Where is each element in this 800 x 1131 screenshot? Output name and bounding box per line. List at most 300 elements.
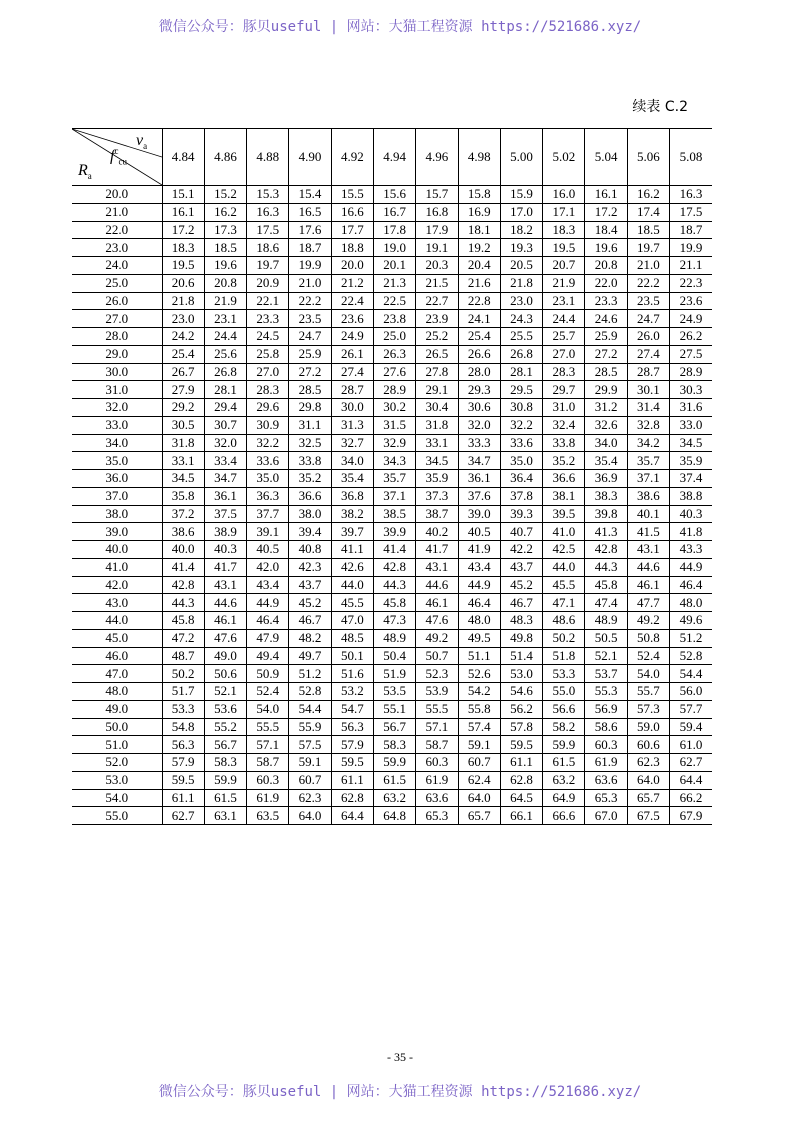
table-cell: 35.4 xyxy=(585,452,627,470)
table-cell: 51.7 xyxy=(162,683,204,701)
row-header-ra: 24.0 xyxy=(72,257,162,275)
table-cell: 56.0 xyxy=(670,683,712,701)
table-cell: 40.1 xyxy=(627,505,669,523)
table-cell: 47.1 xyxy=(543,594,585,612)
table-cell: 41.7 xyxy=(204,558,246,576)
table-cell: 28.7 xyxy=(627,363,669,381)
table-row xyxy=(72,771,712,789)
table-cell: 28.5 xyxy=(289,381,331,399)
table-cell: 55.5 xyxy=(416,700,458,718)
table-cell: 17.5 xyxy=(247,221,289,239)
table-cell: 44.9 xyxy=(458,576,500,594)
table-cell: 21.0 xyxy=(289,274,331,292)
table-cell: 28.7 xyxy=(331,381,373,399)
table-cell: 19.0 xyxy=(373,239,415,257)
table-cell: 56.3 xyxy=(162,736,204,754)
table-cell: 30.0 xyxy=(331,399,373,417)
table-cell: 20.8 xyxy=(585,257,627,275)
table-cell: 20.0 xyxy=(331,257,373,275)
table-cell: 29.6 xyxy=(247,399,289,417)
table-cell: 40.3 xyxy=(670,505,712,523)
table-cell: 30.8 xyxy=(500,399,542,417)
table-cell: 33.4 xyxy=(204,452,246,470)
row-header-ra: 55.0 xyxy=(72,807,162,825)
row-header-ra: 42.0 xyxy=(72,576,162,594)
table-cell: 46.4 xyxy=(670,576,712,594)
table-cell: 23.9 xyxy=(416,310,458,328)
table-cell: 15.7 xyxy=(416,186,458,204)
column-header: 5.04 xyxy=(585,129,627,186)
table-row xyxy=(72,629,712,647)
table-row xyxy=(72,487,712,505)
table-cell: 48.0 xyxy=(670,594,712,612)
table-cell: 51.6 xyxy=(331,665,373,683)
table-cell: 51.1 xyxy=(458,647,500,665)
table-cell: 59.1 xyxy=(458,736,500,754)
table-cell: 18.3 xyxy=(543,221,585,239)
table-row xyxy=(72,665,712,683)
row-header-ra: 49.0 xyxy=(72,700,162,718)
table-cell: 17.3 xyxy=(204,221,246,239)
table-cell: 22.5 xyxy=(373,292,415,310)
table-cell: 33.1 xyxy=(416,434,458,452)
table-cell: 19.3 xyxy=(500,239,542,257)
column-header: 4.94 xyxy=(373,129,415,186)
table-cell: 60.3 xyxy=(585,736,627,754)
table-cell: 65.3 xyxy=(416,807,458,825)
table-cell: 18.3 xyxy=(162,239,204,257)
row-header-ra: 52.0 xyxy=(72,754,162,772)
table-cell: 37.5 xyxy=(204,505,246,523)
table-cell: 25.7 xyxy=(543,328,585,346)
table-cell: 17.0 xyxy=(500,203,542,221)
table-cell: 41.9 xyxy=(458,541,500,559)
table-cell: 17.5 xyxy=(670,203,712,221)
table-cell: 18.8 xyxy=(331,239,373,257)
table-cell: 47.3 xyxy=(373,612,415,630)
column-header: 4.86 xyxy=(204,129,246,186)
table-cell: 31.8 xyxy=(162,434,204,452)
table-cell: 59.9 xyxy=(204,771,246,789)
table-cell: 21.6 xyxy=(458,274,500,292)
table-cell: 32.0 xyxy=(204,434,246,452)
table-cell: 22.2 xyxy=(627,274,669,292)
table-cell: 15.5 xyxy=(331,186,373,204)
table-cell: 39.7 xyxy=(331,523,373,541)
table-cell: 31.3 xyxy=(331,416,373,434)
table-cell: 33.0 xyxy=(670,416,712,434)
table-row xyxy=(72,789,712,807)
table-cell: 39.1 xyxy=(247,523,289,541)
table-cell: 61.5 xyxy=(204,789,246,807)
table-cell: 49.7 xyxy=(289,647,331,665)
table-cell: 24.6 xyxy=(585,310,627,328)
table-cell: 17.8 xyxy=(373,221,415,239)
table-row xyxy=(72,416,712,434)
table-cell: 24.7 xyxy=(289,328,331,346)
table-cell: 23.8 xyxy=(373,310,415,328)
table-cell: 44.0 xyxy=(543,558,585,576)
table-cell: 35.2 xyxy=(289,470,331,488)
table-cell: 48.6 xyxy=(543,612,585,630)
table-row xyxy=(72,310,712,328)
table-cell: 25.4 xyxy=(458,328,500,346)
table-cell: 43.4 xyxy=(247,576,289,594)
table-cell: 47.6 xyxy=(416,612,458,630)
table-cell: 36.4 xyxy=(500,470,542,488)
table-cell: 49.0 xyxy=(204,647,246,665)
table-cell: 16.9 xyxy=(458,203,500,221)
table-cell: 19.7 xyxy=(627,239,669,257)
table-cell: 29.8 xyxy=(289,399,331,417)
table-cell: 25.9 xyxy=(585,328,627,346)
table-cell: 34.7 xyxy=(458,452,500,470)
table-cell: 46.1 xyxy=(416,594,458,612)
table-cell: 38.2 xyxy=(331,505,373,523)
table-cell: 16.0 xyxy=(543,186,585,204)
table-cell: 61.9 xyxy=(247,789,289,807)
table-cell: 18.5 xyxy=(627,221,669,239)
table-row xyxy=(72,505,712,523)
table-cell: 66.1 xyxy=(500,807,542,825)
table-cell: 37.7 xyxy=(247,505,289,523)
table-cell: 32.7 xyxy=(331,434,373,452)
table-cell: 26.6 xyxy=(458,345,500,363)
table-cell: 24.7 xyxy=(627,310,669,328)
table-cell: 21.2 xyxy=(331,274,373,292)
column-header: 4.88 xyxy=(247,129,289,186)
table-cell: 57.9 xyxy=(162,754,204,772)
table-cell: 15.3 xyxy=(247,186,289,204)
table-cell: 25.2 xyxy=(416,328,458,346)
table-cell: 18.2 xyxy=(500,221,542,239)
column-header: 4.92 xyxy=(331,129,373,186)
table-cell: 42.3 xyxy=(289,558,331,576)
row-header-ra: 32.0 xyxy=(72,399,162,417)
table-cell: 48.0 xyxy=(458,612,500,630)
table-cell: 61.5 xyxy=(373,771,415,789)
column-header: 4.90 xyxy=(289,129,331,186)
table-cell: 17.1 xyxy=(543,203,585,221)
table-cell: 31.6 xyxy=(670,399,712,417)
table-cell: 39.5 xyxy=(543,505,585,523)
row-header-ra: 50.0 xyxy=(72,718,162,736)
table-row xyxy=(72,203,712,221)
table-cell: 51.8 xyxy=(543,647,585,665)
table-cell: 21.9 xyxy=(204,292,246,310)
table-cell: 64.0 xyxy=(627,771,669,789)
table-cell: 59.4 xyxy=(670,718,712,736)
table-cell: 15.6 xyxy=(373,186,415,204)
table-cell: 16.1 xyxy=(585,186,627,204)
table-cell: 19.6 xyxy=(585,239,627,257)
table-row xyxy=(72,683,712,701)
table-cell: 56.7 xyxy=(204,736,246,754)
table-cell: 19.6 xyxy=(204,257,246,275)
table-row xyxy=(72,221,712,239)
table-cell: 55.7 xyxy=(627,683,669,701)
table-cell: 56.3 xyxy=(331,718,373,736)
table-cell: 24.4 xyxy=(204,328,246,346)
table-cell: 16.6 xyxy=(331,203,373,221)
table-cell: 60.3 xyxy=(416,754,458,772)
table-cell: 38.0 xyxy=(289,505,331,523)
table-cell: 40.5 xyxy=(247,541,289,559)
table-cell: 60.7 xyxy=(458,754,500,772)
table-cell: 58.6 xyxy=(585,718,627,736)
table-cell: 41.5 xyxy=(627,523,669,541)
table-cell: 48.7 xyxy=(162,647,204,665)
table-cell: 63.5 xyxy=(247,807,289,825)
table-cell: 58.3 xyxy=(204,754,246,772)
table-cell: 27.0 xyxy=(247,363,289,381)
table-cell: 65.3 xyxy=(585,789,627,807)
table-cell: 36.6 xyxy=(543,470,585,488)
table-cell: 34.5 xyxy=(162,470,204,488)
table-cell: 23.0 xyxy=(162,310,204,328)
table-cell: 39.9 xyxy=(373,523,415,541)
row-header-ra: 27.0 xyxy=(72,310,162,328)
table-cell: 41.8 xyxy=(670,523,712,541)
row-header-ra: 39.0 xyxy=(72,523,162,541)
table-cell: 30.5 xyxy=(162,416,204,434)
table-cell: 47.4 xyxy=(585,594,627,612)
table-cell: 49.6 xyxy=(670,612,712,630)
row-header-ra: 25.0 xyxy=(72,274,162,292)
table-cell: 35.2 xyxy=(543,452,585,470)
table-cell: 35.9 xyxy=(670,452,712,470)
column-header: 5.08 xyxy=(670,129,712,186)
table-cell: 24.4 xyxy=(543,310,585,328)
table-cell: 39.3 xyxy=(500,505,542,523)
table-row xyxy=(72,452,712,470)
row-header-ra: 20.0 xyxy=(72,186,162,204)
table-cell: 37.1 xyxy=(373,487,415,505)
table-cell: 16.5 xyxy=(289,203,331,221)
table-cell: 21.5 xyxy=(416,274,458,292)
table-cell: 29.4 xyxy=(204,399,246,417)
table-cell: 20.8 xyxy=(204,274,246,292)
table-cell: 32.2 xyxy=(500,416,542,434)
table-cell: 44.3 xyxy=(373,576,415,594)
table-row xyxy=(72,434,712,452)
table-cell: 56.9 xyxy=(585,700,627,718)
table-cell: 19.9 xyxy=(289,257,331,275)
table-cell: 59.9 xyxy=(543,736,585,754)
table-cell: 61.1 xyxy=(162,789,204,807)
table-cell: 27.8 xyxy=(416,363,458,381)
table-cell: 33.6 xyxy=(247,452,289,470)
table-cell: 28.9 xyxy=(670,363,712,381)
table-cell: 44.3 xyxy=(585,558,627,576)
table-cell: 44.9 xyxy=(247,594,289,612)
table-cell: 45.2 xyxy=(289,594,331,612)
table-cell: 43.3 xyxy=(670,541,712,559)
table-cell: 61.5 xyxy=(543,754,585,772)
row-header-ra: 37.0 xyxy=(72,487,162,505)
table-cell: 24.1 xyxy=(458,310,500,328)
table-cell: 32.0 xyxy=(458,416,500,434)
table-cell: 26.0 xyxy=(627,328,669,346)
table-cell: 45.8 xyxy=(585,576,627,594)
table-cell: 49.8 xyxy=(500,629,542,647)
col-axis-label: $v_a$ xyxy=(136,132,148,152)
table-cell: 24.9 xyxy=(670,310,712,328)
table-cell: 17.9 xyxy=(416,221,458,239)
table-cell: 23.5 xyxy=(627,292,669,310)
row-header-ra: 43.0 xyxy=(72,594,162,612)
row-axis-label: $R_a$ xyxy=(78,162,92,182)
table-cell: 55.0 xyxy=(543,683,585,701)
table-row xyxy=(72,381,712,399)
table-cell: 52.1 xyxy=(585,647,627,665)
table-cell: 49.5 xyxy=(458,629,500,647)
table-cell: 55.8 xyxy=(458,700,500,718)
table-cell: 28.9 xyxy=(373,381,415,399)
table-cell: 54.4 xyxy=(289,700,331,718)
table-row xyxy=(72,186,712,204)
table-cell: 51.2 xyxy=(289,665,331,683)
table-row xyxy=(72,558,712,576)
table-cell: 32.4 xyxy=(543,416,585,434)
table-cell: 64.5 xyxy=(500,789,542,807)
table-cell: 51.2 xyxy=(670,629,712,647)
table-cell: 56.7 xyxy=(373,718,415,736)
table-cell: 45.8 xyxy=(373,594,415,612)
table-cell: 22.2 xyxy=(289,292,331,310)
table-cell: 27.2 xyxy=(289,363,331,381)
table-cell: 62.8 xyxy=(500,771,542,789)
table-cell: 18.5 xyxy=(204,239,246,257)
table-cell: 59.5 xyxy=(500,736,542,754)
table-cell: 48.3 xyxy=(500,612,542,630)
table-cell: 16.7 xyxy=(373,203,415,221)
table-cell: 30.3 xyxy=(670,381,712,399)
table-cell: 28.5 xyxy=(585,363,627,381)
table-cell: 54.2 xyxy=(458,683,500,701)
table-cell: 35.8 xyxy=(162,487,204,505)
table-cell: 53.5 xyxy=(373,683,415,701)
table-cell: 36.1 xyxy=(458,470,500,488)
table-cell: 30.7 xyxy=(204,416,246,434)
table-cell: 26.1 xyxy=(331,345,373,363)
table-cell: 52.4 xyxy=(247,683,289,701)
diagonal-header-cell xyxy=(72,129,162,186)
table-cell: 26.8 xyxy=(204,363,246,381)
table-cell: 64.0 xyxy=(458,789,500,807)
table-row xyxy=(72,754,712,772)
table-cell: 43.7 xyxy=(289,576,331,594)
table-cell: 59.5 xyxy=(162,771,204,789)
table-cell: 17.7 xyxy=(331,221,373,239)
table-cell: 20.4 xyxy=(458,257,500,275)
table-cell: 16.8 xyxy=(416,203,458,221)
table-cell: 61.1 xyxy=(500,754,542,772)
table-cell: 25.6 xyxy=(204,345,246,363)
table-cell: 38.6 xyxy=(162,523,204,541)
table-cell: 54.6 xyxy=(500,683,542,701)
table-cell: 23.1 xyxy=(543,292,585,310)
row-header-ra: 46.0 xyxy=(72,647,162,665)
table-cell: 44.9 xyxy=(670,558,712,576)
table-cell: 41.1 xyxy=(331,541,373,559)
table-cell: 48.9 xyxy=(585,612,627,630)
table-cell: 49.4 xyxy=(247,647,289,665)
table-cell: 29.7 xyxy=(543,381,585,399)
table-cell: 66.2 xyxy=(670,789,712,807)
table-cell: 28.0 xyxy=(458,363,500,381)
conversion-table xyxy=(72,128,712,825)
table-cell: 47.0 xyxy=(331,612,373,630)
table-cell: 24.5 xyxy=(247,328,289,346)
table-cell: 62.4 xyxy=(458,771,500,789)
table-cell: 60.6 xyxy=(627,736,669,754)
table-cell: 41.7 xyxy=(416,541,458,559)
table-row xyxy=(72,470,712,488)
table-cell: 44.6 xyxy=(627,558,669,576)
table-cell: 16.2 xyxy=(627,186,669,204)
table-cell: 34.5 xyxy=(670,434,712,452)
table-cell: 30.1 xyxy=(627,381,669,399)
table-cell: 33.6 xyxy=(500,434,542,452)
table-cell: 39.0 xyxy=(458,505,500,523)
table-cell: 61.1 xyxy=(331,771,373,789)
table-cell: 34.0 xyxy=(585,434,627,452)
table-cell: 29.3 xyxy=(458,381,500,399)
table-cell: 67.0 xyxy=(585,807,627,825)
row-header-ra: 23.0 xyxy=(72,239,162,257)
table-cell: 32.9 xyxy=(373,434,415,452)
row-header-ra: 40.0 xyxy=(72,541,162,559)
table-cell: 50.4 xyxy=(373,647,415,665)
table-cell: 62.7 xyxy=(162,807,204,825)
table-row xyxy=(72,594,712,612)
table-cell: 38.1 xyxy=(543,487,585,505)
table-cell: 23.5 xyxy=(289,310,331,328)
table-cell: 18.7 xyxy=(289,239,331,257)
table-cell: 40.8 xyxy=(289,541,331,559)
table-cell: 21.0 xyxy=(627,257,669,275)
table-cell: 49.2 xyxy=(627,612,669,630)
row-header-ra: 26.0 xyxy=(72,292,162,310)
table-cell: 20.5 xyxy=(500,257,542,275)
table-cell: 19.9 xyxy=(670,239,712,257)
table-cell: 41.3 xyxy=(585,523,627,541)
table-row xyxy=(72,612,712,630)
table-cell: 33.1 xyxy=(162,452,204,470)
column-header: 4.96 xyxy=(416,129,458,186)
row-header-ra: 36.0 xyxy=(72,470,162,488)
table-cell: 38.6 xyxy=(627,487,669,505)
table-cell: 45.5 xyxy=(543,576,585,594)
row-header-ra: 48.0 xyxy=(72,683,162,701)
table-cell: 23.3 xyxy=(585,292,627,310)
table-cell: 20.1 xyxy=(373,257,415,275)
table-cell: 40.0 xyxy=(162,541,204,559)
table-cell: 52.1 xyxy=(204,683,246,701)
table-row xyxy=(72,718,712,736)
table-cell: 16.3 xyxy=(670,186,712,204)
table-cell: 34.0 xyxy=(331,452,373,470)
table-cell: 53.7 xyxy=(585,665,627,683)
table-cell: 19.5 xyxy=(162,257,204,275)
table-cell: 63.2 xyxy=(543,771,585,789)
table-cell: 43.1 xyxy=(627,541,669,559)
table-cell: 36.1 xyxy=(204,487,246,505)
table-cell: 48.2 xyxy=(289,629,331,647)
table-cell: 59.1 xyxy=(289,754,331,772)
table-cell: 47.7 xyxy=(627,594,669,612)
